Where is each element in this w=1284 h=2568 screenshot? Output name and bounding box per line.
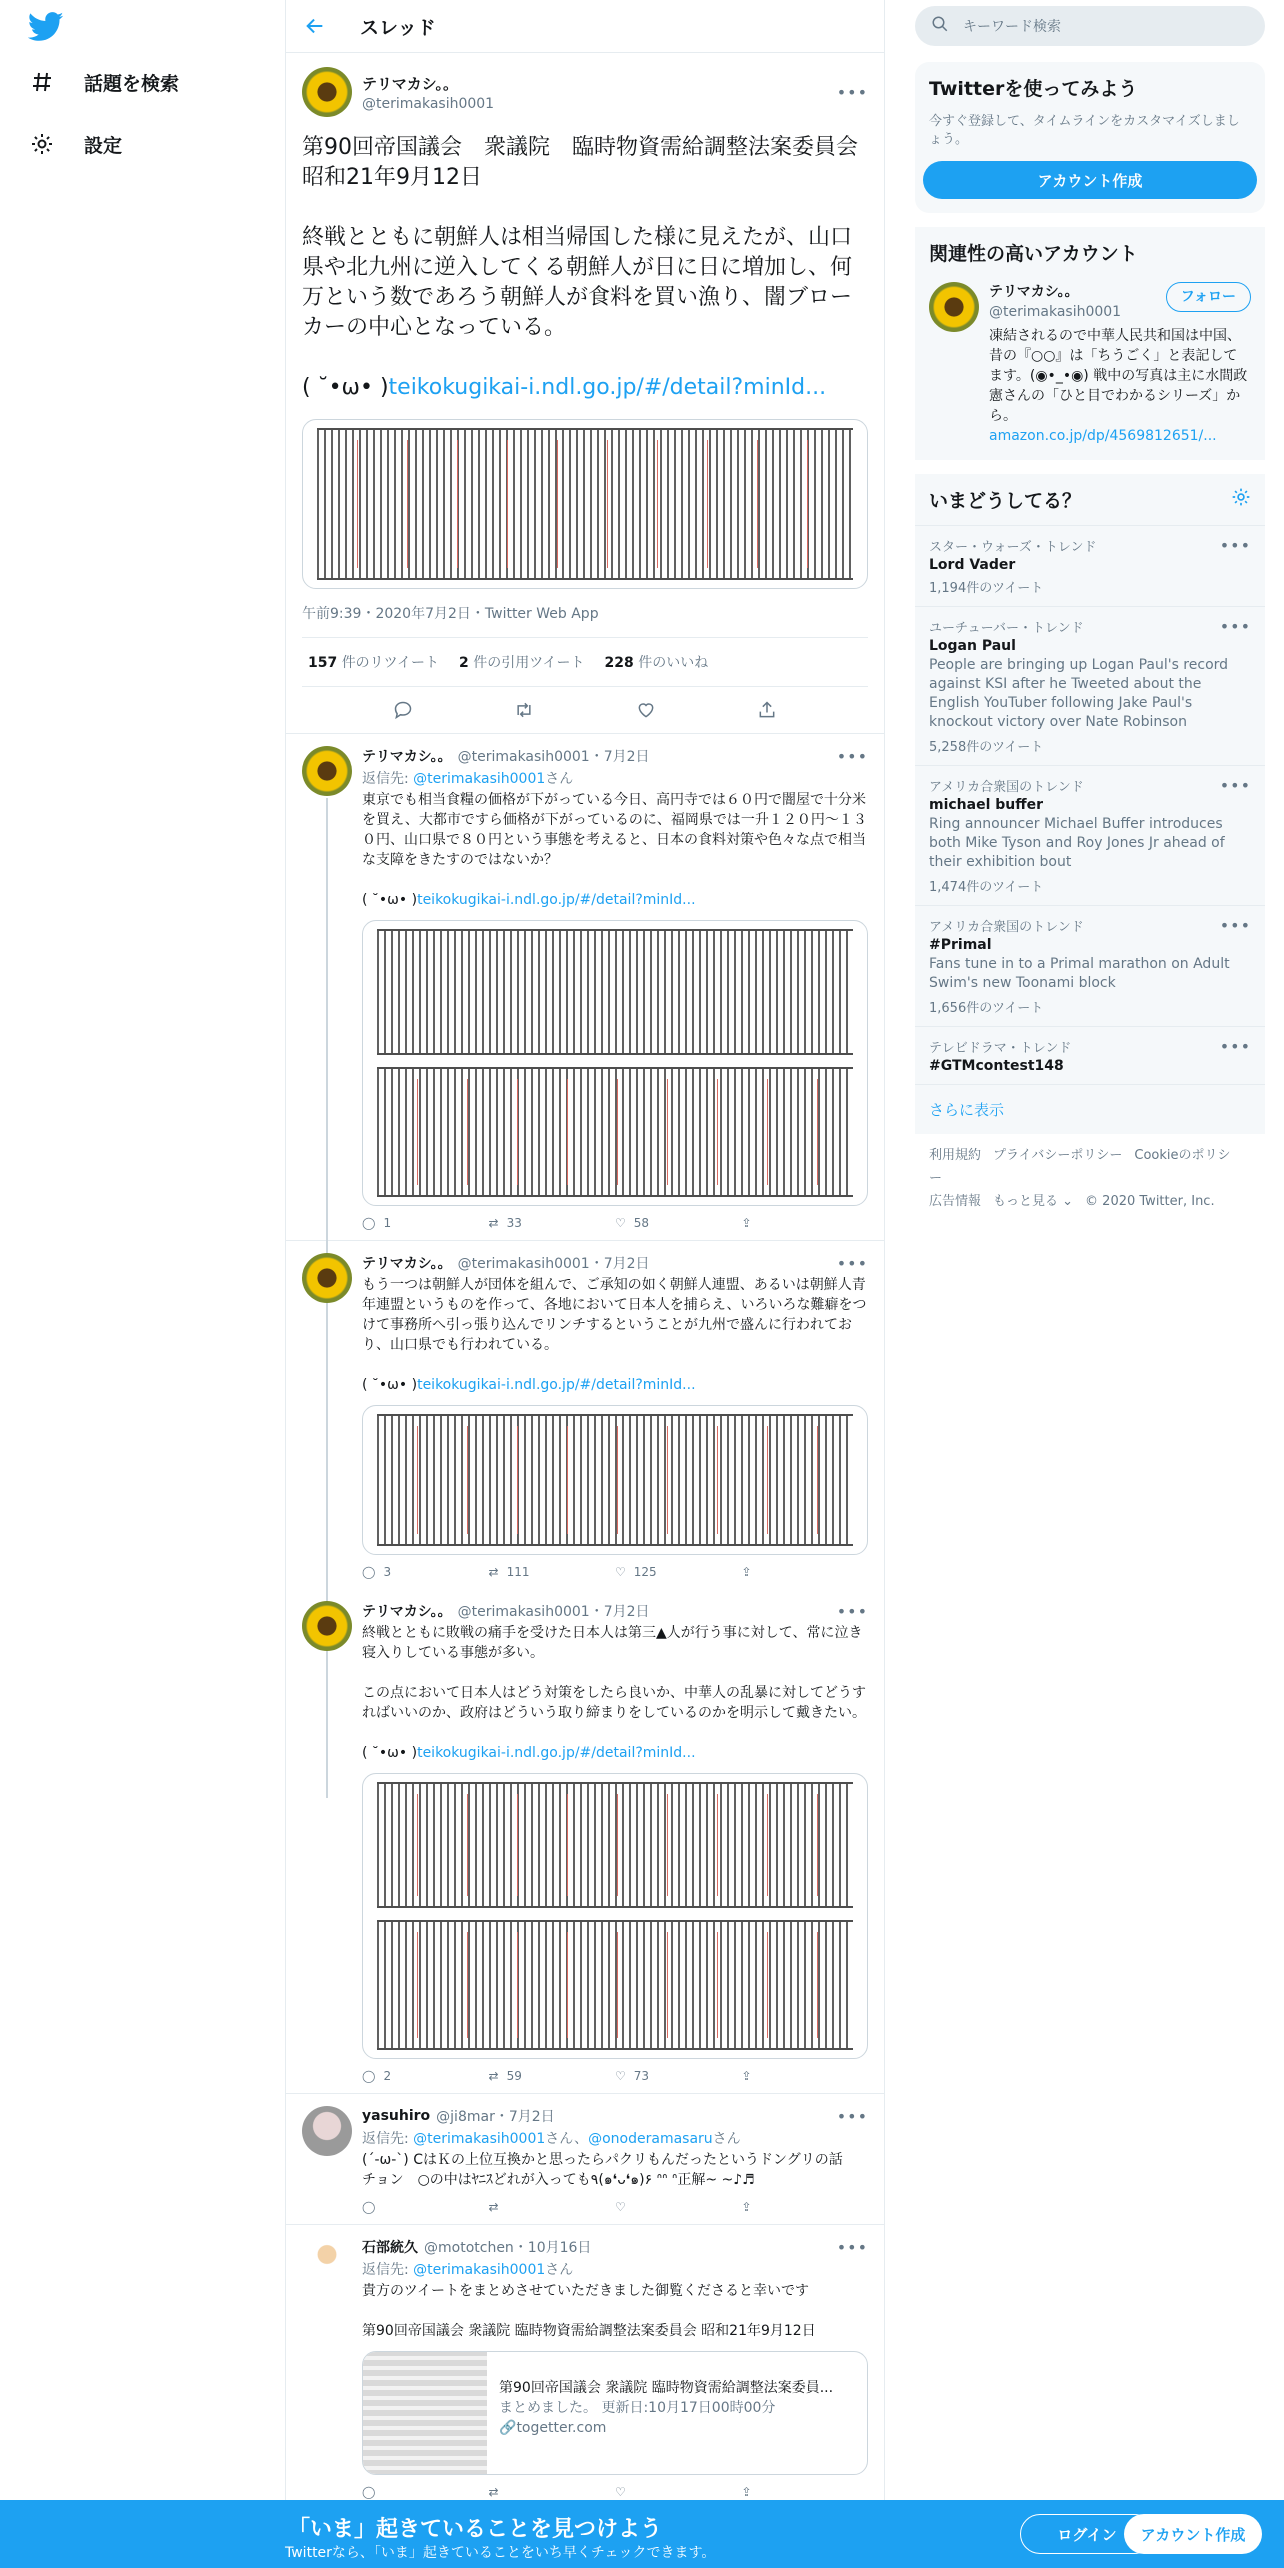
related-accounts-title: 関連性の高いアカウント <box>929 243 1138 265</box>
show-more-link[interactable]: さらに表示 <box>915 1084 1265 1134</box>
reply-icon: ◯ <box>362 1565 376 1579</box>
footer-links <box>915 1134 1265 1223</box>
reply-tweet <box>286 1589 884 2094</box>
retweet-stat[interactable]: 157 件のリツイート <box>308 655 439 671</box>
document-image[interactable] <box>302 419 868 589</box>
share-button[interactable] <box>742 2485 869 2499</box>
author-name[interactable]: テリマカシ。。 <box>362 1256 452 1272</box>
reply-to: 返信先: @terimakasih0001さん、@onoderamasaruさん <box>362 2131 741 2147</box>
page-title: スレッド <box>360 16 436 39</box>
reply-icon: ◯ <box>362 2200 376 2214</box>
nav-settings[interactable] <box>28 130 122 158</box>
tweet-actions <box>362 1206 868 1240</box>
trend-item[interactable] <box>915 765 1265 905</box>
like-icon: ♡ <box>615 1565 626 1579</box>
thread-header <box>286 0 884 53</box>
reply-icon: ◯ <box>362 2485 376 2499</box>
like-button[interactable]: ♡ 73 <box>615 2069 650 2083</box>
author-name[interactable]: yasuhiro <box>362 2108 431 2124</box>
signup-button[interactable]: アカウント作成 <box>1124 2514 1262 2554</box>
share-button[interactable] <box>742 1565 869 1579</box>
trend-category: アメリカ合衆国のトレンド <box>929 920 1084 935</box>
author-name[interactable]: テリマカシ。。 <box>362 74 459 93</box>
share-button[interactable] <box>742 1216 869 1230</box>
avatar[interactable] <box>302 67 352 117</box>
tweet-text: 貴方のツイートをまとめさせていただきました御覧くださると幸いです 第90回帝国議会 衆議院 臨時物資需給調整法案委員会 昭和21年9月12日 <box>362 2283 816 2339</box>
author-handle[interactable]: @terimakasih0001 <box>362 95 495 112</box>
author-handle[interactable]: @terimakasih0001・7月2日 <box>457 1256 650 1272</box>
trend-description: Fans tune in to a Primal marathon on Adult Swim's new Toonami block <box>929 956 1230 991</box>
more-options-icon[interactable]: ••• <box>836 1253 868 1273</box>
like-stat[interactable]: 228 件のいいね <box>604 655 709 671</box>
retweet-icon: ⇄ <box>488 2485 499 2499</box>
reply-to-link[interactable]: @terimakasih0001 <box>413 2131 546 2147</box>
trend-item[interactable] <box>915 606 1265 765</box>
signup-description: 今すぐ登録して、タイムラインをカスタマイズしましょう。 <box>929 114 1240 147</box>
retweet-icon[interactable] <box>513 699 535 721</box>
reply-to: 返信先: @terimakasih0001さん <box>362 771 574 787</box>
more-options-icon[interactable]: ••• <box>836 1601 868 1621</box>
signup-title: Twitterを使ってみよう <box>929 78 1138 100</box>
more-options-icon[interactable]: ••• <box>836 2106 868 2126</box>
reply-icon: ◯ <box>362 2069 376 2083</box>
more-options-icon[interactable]: ••• <box>1219 617 1251 636</box>
tweet-actions <box>362 2059 868 2093</box>
banner-subtext: Twitterなら、「いま」起きていることをいち早くチェックできます。 <box>285 2545 716 2561</box>
reply-icon[interactable] <box>392 699 414 721</box>
back-arrow-icon[interactable] <box>304 12 332 40</box>
like-icon: ♡ <box>615 1216 626 1230</box>
trend-category: ユーチューバー・トレンド <box>929 621 1084 636</box>
tweet-link[interactable]: teikokugikai-i.ndl.go.jp/#/detail?minId... <box>388 375 827 400</box>
create-account-button[interactable]: アカウント作成 <box>923 161 1257 199</box>
reply-button[interactable]: ◯ 1 <box>362 1216 392 1230</box>
related-accounts-panel <box>915 227 1265 460</box>
login-button[interactable]: ログイン <box>1020 2514 1154 2554</box>
author-handle[interactable]: @terimakasih0001・7月2日 <box>457 749 650 765</box>
tweet-stats <box>302 638 868 687</box>
gear-icon <box>28 130 56 158</box>
trend-name: #GTMcontest148 <box>929 1058 1064 1074</box>
left-nav <box>0 0 285 2568</box>
thread-column <box>285 0 885 2500</box>
search-input[interactable]: キーワード検索 <box>963 19 1061 35</box>
reply-button[interactable]: ◯ 2 <box>362 2069 392 2083</box>
retweet-button[interactable]: ⇄ 111 <box>488 1565 530 1579</box>
banner-headline: 「いま」起きていることを見つけよう <box>288 2517 663 2542</box>
reply-icon: ◯ <box>362 1216 376 1230</box>
share-button[interactable] <box>742 2200 869 2214</box>
footer-link[interactable]: Cookieのポリシー <box>929 1148 1231 1186</box>
reply-tweet <box>286 734 884 1241</box>
account-handle[interactable]: @terimakasih0001 <box>989 304 1122 320</box>
author-name[interactable]: 石部統久 <box>362 2240 418 2256</box>
link-icon: 🔗 <box>499 2420 517 2436</box>
trend-name: #Primal <box>929 937 992 953</box>
like-icon: ♡ <box>615 2485 626 2499</box>
link-card-domain: togetter.com <box>516 2420 607 2436</box>
retweet-button[interactable]: ⇄ 59 <box>488 2069 522 2083</box>
like-button[interactable]: ♡ 58 <box>615 1216 650 1230</box>
right-sidebar <box>915 0 1265 1223</box>
trend-name: michael buffer <box>929 797 1043 813</box>
author-handle[interactable]: @terimakasih0001・7月2日 <box>457 1604 650 1620</box>
main-tweet <box>286 53 884 734</box>
reply-tweet <box>286 1241 884 1589</box>
more-options-icon[interactable]: ••• <box>836 2237 868 2257</box>
link-card-description: まとめました。 更新日:10月17日00時00分 <box>499 2400 776 2416</box>
signup-panel <box>915 62 1265 213</box>
trend-count: 1,194件のツイート <box>929 581 1044 596</box>
tweet-link[interactable]: teikokugikai-i.ndl.go.jp/#/detail?minId... <box>417 1745 696 1761</box>
avatar[interactable] <box>302 746 352 796</box>
retweet-button[interactable]: ⇄ 33 <box>488 1216 522 1230</box>
author-handle[interactable]: @mototchen・10月16日 <box>424 2240 592 2256</box>
tweet-text: もう一つは朝鮮人が団体を組んで、ご承知の如く朝鮮人連盟、あるいは朝鮮人青年連盟というものを作って、各地において日本人を捕らえ、いろいろな難癖をつけて事務所へ引っ張り込んでリンチするということが九州で盛んに行われており、山口県でも行われている。 ( ˘•ω• )teikokugikai-i.ndl.go.jp/#/detail?minId... <box>362 1277 867 1393</box>
retweet-button[interactable] <box>489 2200 616 2214</box>
footer-link[interactable]: 利用規約 <box>929 1148 982 1163</box>
document-image[interactable] <box>362 920 868 1206</box>
nav-settings-label: 設定 <box>84 134 123 157</box>
like-icon[interactable] <box>635 699 657 721</box>
like-button[interactable]: ♡ 125 <box>615 1565 657 1579</box>
tweet-link[interactable]: teikokugikai-i.ndl.go.jp/#/detail?minId... <box>417 1377 696 1393</box>
trend-item[interactable] <box>915 905 1265 1026</box>
trend-description: People are bringing up Logan Paul's record against KSI after he Tweeted about the English YouTuber following Jake Paul's knockout victory over Nate Robinson <box>929 657 1229 730</box>
trend-count: 1,474件のツイート <box>929 880 1044 895</box>
reply-to: 返信先: @terimakasih0001さん <box>362 2262 574 2278</box>
trend-name: Logan Paul <box>929 638 1016 654</box>
tweet-link[interactable]: teikokugikai-i.ndl.go.jp/#/detail?minId... <box>417 892 696 908</box>
share-icon: ⇪ <box>741 2069 752 2083</box>
reply-tweet <box>286 2094 884 2225</box>
trend-count: 1,656件のツイート <box>929 1001 1044 1016</box>
reply-button[interactable] <box>362 2200 489 2214</box>
search-box[interactable] <box>915 6 1265 46</box>
nav-explore[interactable] <box>28 68 179 96</box>
share-icon: ⇪ <box>741 2485 752 2499</box>
author-handle[interactable]: @ji8mar・7月2日 <box>436 2109 555 2125</box>
follow-button[interactable]: フォロー <box>1166 282 1251 312</box>
copyright: © 2020 Twitter, Inc. <box>1085 1194 1215 1209</box>
signup-banner <box>0 2500 1284 2568</box>
like-icon: ♡ <box>615 2069 626 2083</box>
like-icon: ♡ <box>615 2200 626 2214</box>
avatar[interactable] <box>302 2237 352 2287</box>
trends-title: いまどうしてる？ <box>929 490 1082 512</box>
tweet-actions <box>362 2475 868 2500</box>
tweet-text: 第90回帝国議会 衆議院 臨時物資需給調整法案委員会 昭和21年9月12日 終戦とともに朝鮮人は相当帰国した様に見えたが、山口県や北九州に逆入してくる朝鮮人が日に日に増加し、何万という数であろう朝鮮人が食料を買い漁り、闇ブローカーの中心となっている。 ( ˘•ω• )teikokugikai-i.ndl.go.jp/#/detail?minId... <box>302 135 858 400</box>
link-card-title: 第90回帝国議会 衆議院 臨時物資需給調整法案委員... <box>499 2380 834 2396</box>
more-options-icon[interactable]: ••• <box>1219 1037 1251 1056</box>
avatar[interactable] <box>929 282 979 332</box>
search-icon <box>931 15 949 37</box>
more-options-icon[interactable]: ••• <box>836 746 868 766</box>
document-image[interactable] <box>362 1405 868 1555</box>
link-card[interactable] <box>362 2351 868 2475</box>
reply-button[interactable] <box>362 2485 489 2499</box>
footer-link[interactable]: 広告情報 <box>929 1194 982 1209</box>
reply-button[interactable]: ◯ 3 <box>362 1565 392 1579</box>
like-button[interactable] <box>615 2200 742 2214</box>
avatar[interactable] <box>302 2106 352 2156</box>
footer-link[interactable]: プライバシーポリシー <box>993 1148 1123 1163</box>
more-options-icon[interactable]: ••• <box>1219 536 1251 555</box>
share-icon: ⇪ <box>741 2200 752 2214</box>
tweet-text: 終戦とともに敗戦の痛手を受けた日本人は第三▲人が行う事に対して、常に泣き寝入りしている事態が多い。 この点において日本人はどう対策をしたら良いか、中華人の乱暴に対してどうすればいいのか、政府はどういう取り締まりをしているのかを明示して戴きたい。 ( ˘•ω• )teikokugikai-i.ndl.go.jp/#/detail?minId... <box>362 1625 866 1761</box>
account-bio-link[interactable]: amazon.co.jp/dp/4569812651/... <box>989 428 1217 444</box>
share-icon[interactable] <box>756 699 778 721</box>
tweet-actions <box>362 2190 868 2224</box>
account-name[interactable]: テリマカシ。。 <box>989 284 1079 300</box>
share-icon: ⇪ <box>741 1216 752 1230</box>
gear-icon[interactable] <box>1231 487 1251 512</box>
nav-explore-label: 話題を検索 <box>84 72 180 95</box>
retweet-icon: ⇄ <box>488 2200 499 2214</box>
trends-panel <box>915 474 1265 1134</box>
retweet-icon: ⇄ <box>488 1216 499 1230</box>
avatar[interactable] <box>302 1253 352 1303</box>
retweet-button[interactable] <box>489 2485 616 2499</box>
document-image[interactable] <box>362 1773 868 2059</box>
link-card-thumbnail <box>363 2352 487 2475</box>
trend-count: 5,258件のツイート <box>929 740 1044 755</box>
like-button[interactable] <box>615 2485 742 2499</box>
trend-category: テレビドラマ・トレンド <box>929 1041 1072 1056</box>
avatar[interactable] <box>302 1601 352 1651</box>
trend-name: Lord Vader <box>929 557 1016 573</box>
retweet-icon: ⇄ <box>488 2069 499 2083</box>
author-name[interactable]: テリマカシ。。 <box>362 749 452 765</box>
reply-tweet <box>286 2225 884 2500</box>
reply-to-link[interactable]: @terimakasih0001 <box>413 771 546 787</box>
trend-item[interactable] <box>915 1026 1265 1084</box>
retweet-icon: ⇄ <box>488 1565 499 1579</box>
tweet-text: (´-ω-`) CはＫの上位互換かと思ったらパクリもんだったというドングリの話 チョン ○の中はﾔﾆｽどれが入っても٩(๑❛ᴗ❛๑)۶ ᐢᐢ ᐢ正解~ ~♪♬ <box>362 2152 857 2188</box>
hashtag-icon <box>28 68 56 96</box>
trend-category: スター・ウォーズ・トレンド <box>929 540 1097 555</box>
author-name[interactable]: テリマカシ。。 <box>362 1604 452 1620</box>
reply-to-link[interactable]: @terimakasih0001 <box>413 2262 546 2278</box>
twitter-logo-icon[interactable] <box>28 12 64 42</box>
tweet-text: 東京でも相当食糧の価格が下がっている今日、高円寺では６０円で闇屋で十分米を買え、大都市ですら価格が下がっているのに、福岡県では一升１２０円〜１３０円、山口県で８０円という事態を考えると、日本の食料対策や色々な点で相当な支障をきたすのではないか？ ( ˘•ω• )teikokugikai-i.ndl.go.jp/#/detail?minId... <box>362 792 867 908</box>
share-icon: ⇪ <box>741 1565 752 1579</box>
tweet-actions <box>362 1555 868 1589</box>
tweet-actions <box>302 687 868 733</box>
more-options-icon[interactable]: ••• <box>836 82 868 102</box>
account-bio: 凍結されるので中華人民共和国は中国、昔の『○○』は「ちうごく」と表記してます。(◉•_•◉) 戦中の写真は主に水間政憲さんの「ひと目でわかるシリーズ」から。 <box>989 328 1248 424</box>
tweet-timestamp[interactable]: 午前9:39・2020年7月2日・Twitter Web App <box>302 589 868 638</box>
share-button[interactable] <box>742 2069 869 2083</box>
footer-link[interactable]: もっと見る ⌄ <box>993 1194 1074 1209</box>
trend-category: アメリカ合衆国のトレンド <box>929 780 1084 795</box>
more-options-icon[interactable]: ••• <box>1219 776 1251 795</box>
more-options-icon[interactable]: ••• <box>1219 916 1251 935</box>
reply-to-link[interactable]: @onoderamasaru <box>588 2131 713 2147</box>
trend-description: Ring announcer Michael Buffer introduces both Mike Tyson and Roy Jones Jr ahead of their exhibition bout <box>929 816 1225 870</box>
quote-stat[interactable]: 2 件の引用ツイート <box>459 655 585 671</box>
trend-item[interactable] <box>915 525 1265 606</box>
